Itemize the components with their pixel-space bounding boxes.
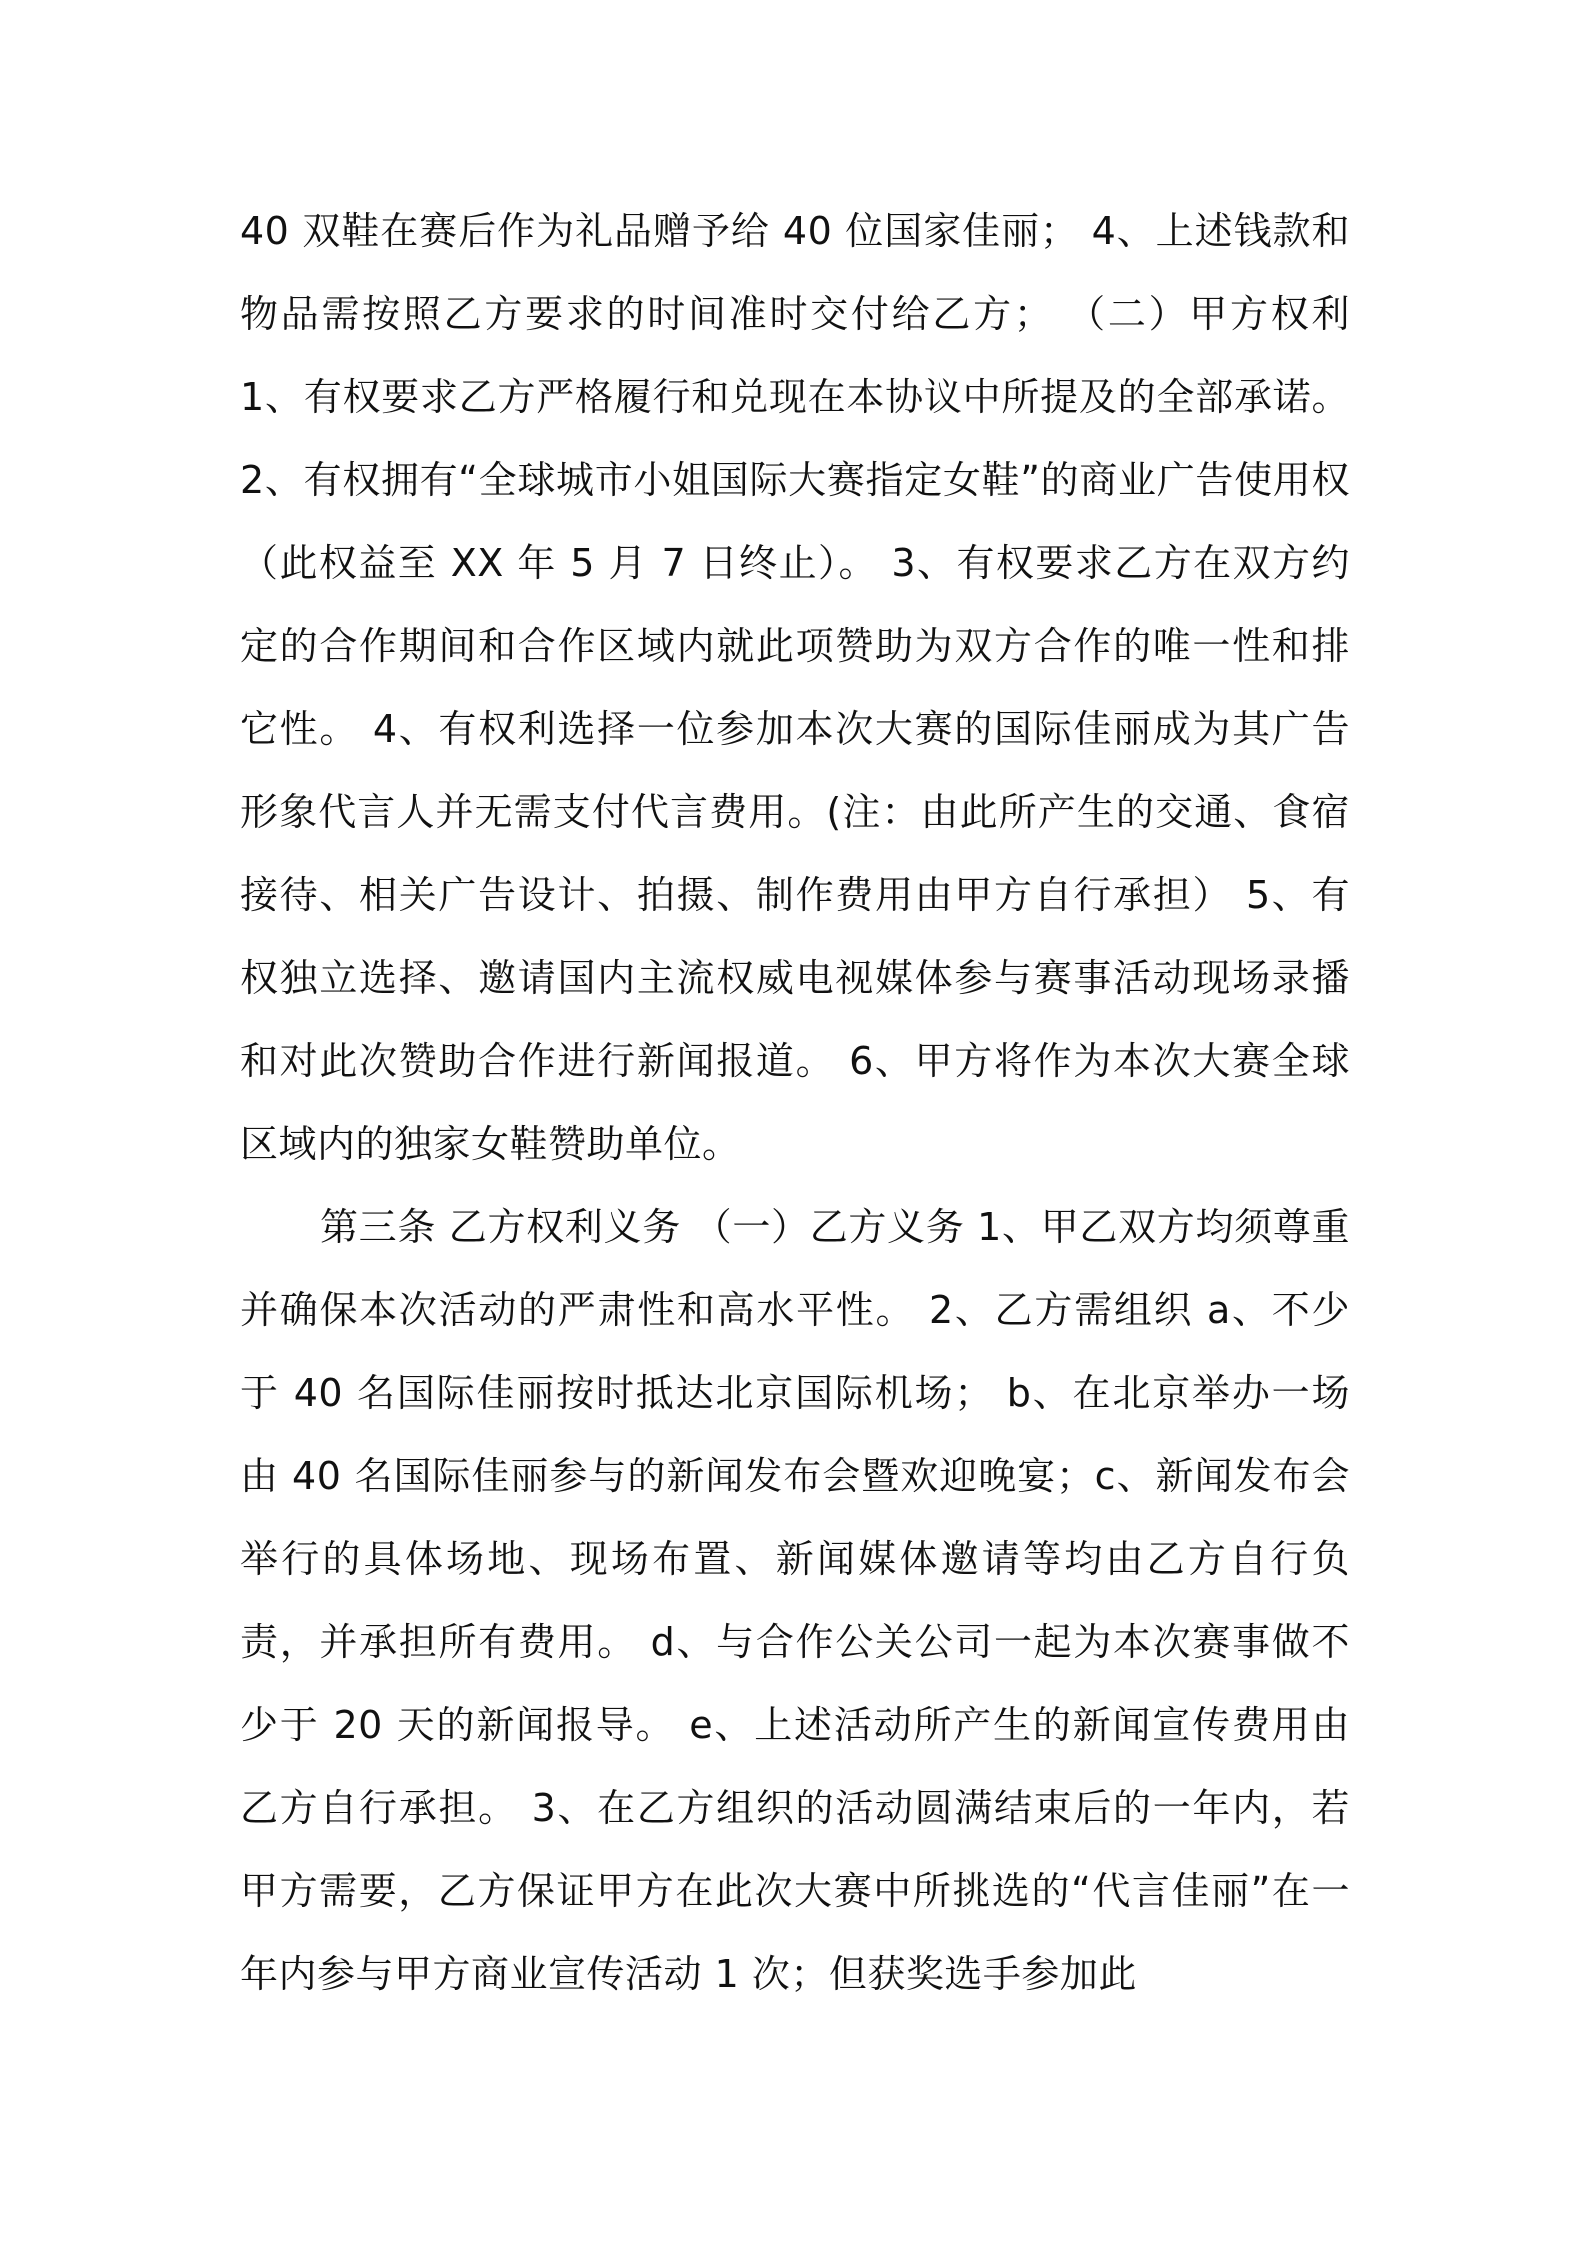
document-body <box>240 190 1350 2016</box>
paragraph-party-a-rights: 40 双鞋在赛后作为礼品赠予给 40 位国家佳丽； 4、上述钱款和物品需按照乙方要求的时间准时交付给乙方； （二）甲方权利 1、有权要求乙方严格履行和兑现在本协议中所提及的全部承诺。 2、有权拥有“全球城市小姐国际大赛指定女鞋”的商业广告使用权（此权益至 XX 年 5 月 7 日终止）。 3、有权要求乙方在双方约定的合作期间和合作区域内就此项赞助为双方合作的唯一性和排它性。 4、有权利选择一位参加本次大赛的国际佳丽成为其广告形象代言人并无需支付代言费用。(注：由此所产生的交通、食宿接待、相关广告设计、拍摄、制作费用由甲方自行承担） 5、有权独立选择、邀请国内主流权威电视媒体参与赛事活动现场录播和对此次赞助合作进行新闻报道。 6、甲方将作为本次大赛全球区域内的独家女鞋赞助单位。 <box>240 209 1350 1166</box>
paragraph-article-three: 第三条 乙方权利义务 （一）乙方义务 1、甲乙双方均须尊重并确保本次活动的严肃性和高水平性。 2、乙方需组织 a、不少于 40 名国际佳丽按时抵达北京国际机场； b、在北京举办一场由 40 名国际佳丽参与的新闻发布会暨欢迎晚宴；c、新闻发布会举行的具体场地、现场布置、新闻媒体邀请等均由乙方自行负责，并承担所有费用。 d、与合作公关公司一起为本次赛事做不少于 20 天的新闻报导。 e、上述活动所产生的新闻宣传费用由乙方自行承担。 3、在乙方组织的活动圆满结束后的一年内，若甲方需要，乙方保证甲方在此次大赛中所挑选的“代言佳丽”在一年内参与甲方商业宣传活动 1 次；但获奖选手参加此 <box>240 1205 1350 1996</box>
